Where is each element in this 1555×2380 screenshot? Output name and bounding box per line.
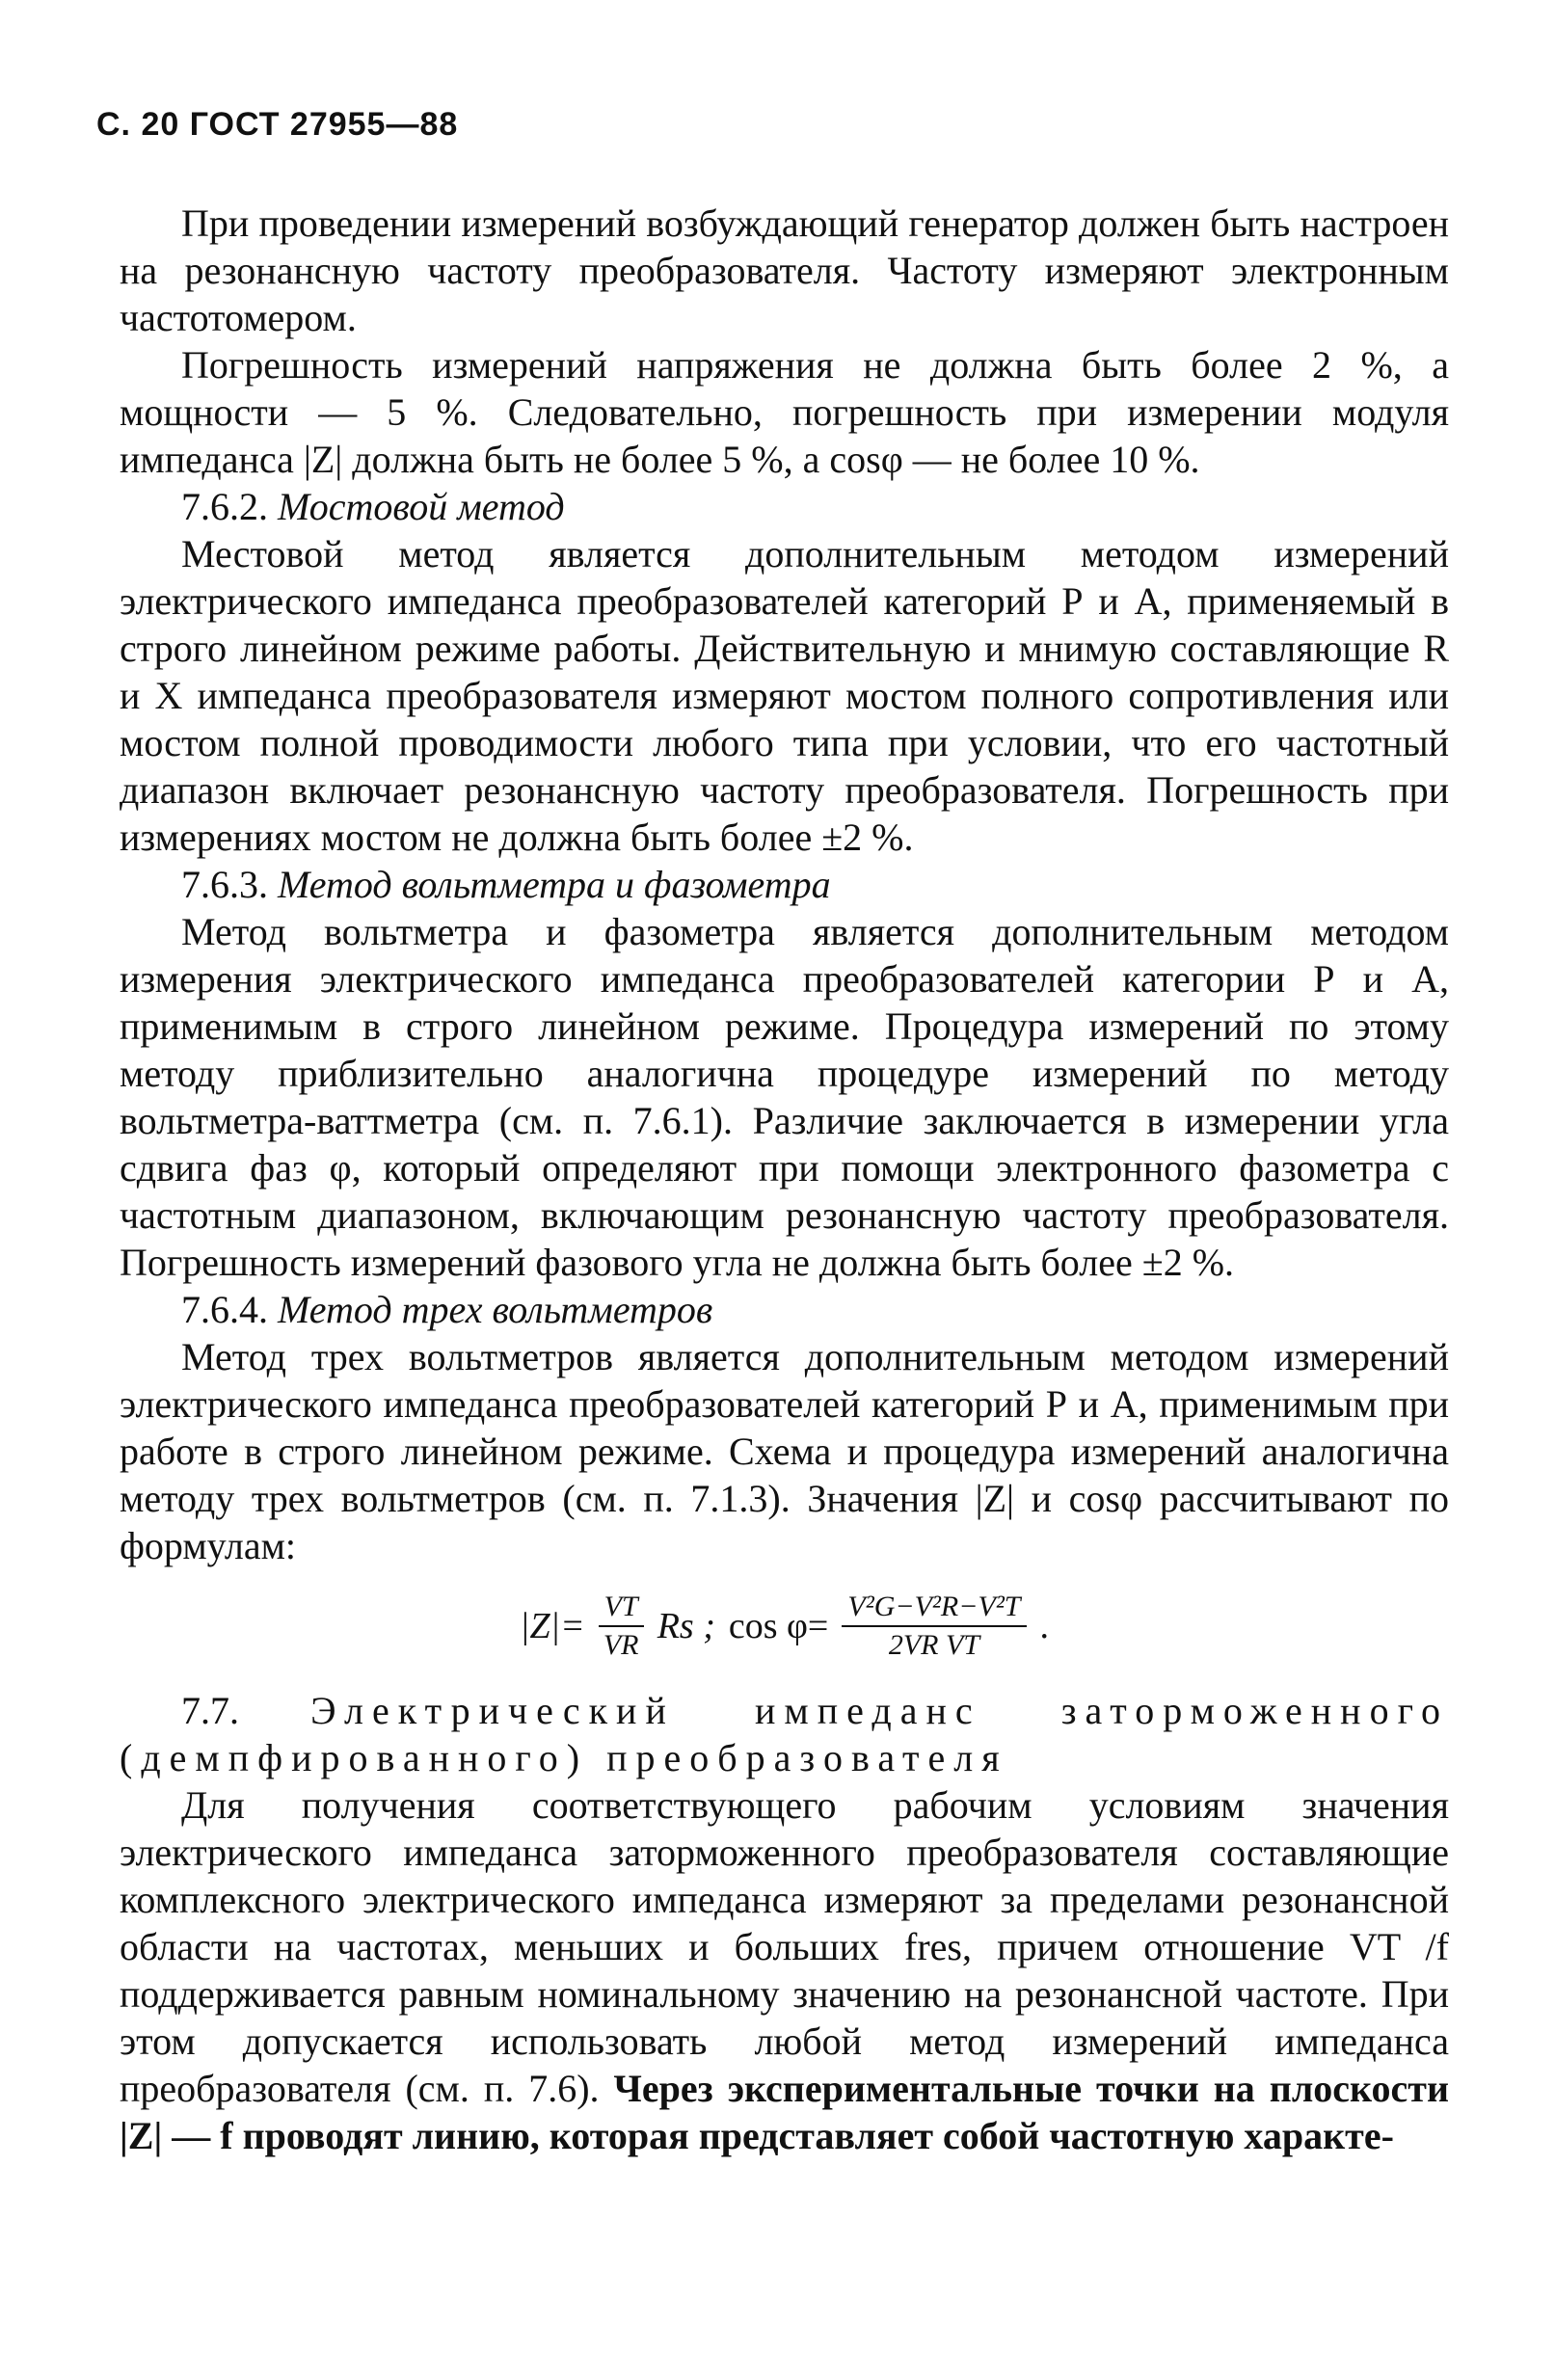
section-7-6-4-heading bbox=[120, 1286, 1449, 1333]
section-7-6-3-heading bbox=[120, 861, 1449, 908]
section-title: Мостовой метод bbox=[278, 485, 565, 528]
section-7-6-2-heading bbox=[120, 483, 1449, 530]
page-header: С. 20 ГОСТ 27955—88 bbox=[96, 106, 459, 143]
paragraph-voltmeter-phasemeter: Метод вольтметра и фазометра является дополнительным методом измерения электрического импеданса преобразователей категории Р и А, применимым в строго линейном режиме. Процедура измерений по этому методу приблизительно аналогична процедуре измерений по методу вольтметра-ваттметра (см. п. 7.6.1). Различие заключается в измерении угла сдвига фаз φ, который определяют при помощи электронного фазометра с частотным диапазоном, включающим резонансную частоту преобразователя. Погрешность измерений фазового угла не должна быть более ±2 %. bbox=[120, 910, 1449, 1284]
section-number: 7.6.3. bbox=[181, 863, 268, 906]
formula-rs: Rs ; bbox=[657, 1606, 715, 1646]
fraction-denominator: 2VR VT bbox=[888, 1629, 980, 1661]
formula-block bbox=[120, 1591, 1449, 1662]
section-number: 7.7. bbox=[181, 1689, 239, 1732]
section-title: Метод вольтметра и фазометра bbox=[278, 863, 831, 906]
paragraph-error: Погрешность измерений напряжения не должна быть более 2 %, а мощности — 5 %. Следовательно, погрешность при измерении модуля импеданса |Z| должна быть не более 5 %, а cosφ — не более 10 %. bbox=[120, 343, 1449, 481]
section-title: Электрический импеданс заторможенного (демпфированного) преобразователя bbox=[120, 1689, 1449, 1779]
section-number: 7.6.2. bbox=[181, 485, 268, 528]
formula-end: . bbox=[1039, 1606, 1049, 1646]
paragraph-bridge-method: Местовой метод является дополнительным методом измерений электрического импеданса преобразователей категорий Р и А, применяемый в строго линейном режиме работы. Действительную и мнимую составляющие R и X импеданса преобразователя измеряют мостом полного сопротивления или мостом полной проводимости любого типа при условии, что его частотный диапазон включает резонансную частоту преобразователя. Погрешность при измерениях мостом не должна быть более ±2 %. bbox=[120, 532, 1449, 859]
section-number: 7.6.4. bbox=[181, 1288, 268, 1331]
fraction-vt-vr bbox=[599, 1591, 644, 1662]
section-7-7-heading bbox=[120, 1687, 1449, 1781]
paragraph-three-voltmeters: Метод трех вольтметров является дополнительным методом измерений электрического импеданса преобразователей категорий Р и А, применимым при работе в строго линейном режиме. Схема и процедура измерений аналогична методу трех вольтметров (см. п. 7.1.3). Значения |Z| и cosφ рассчитывают по формулам: bbox=[120, 1335, 1449, 1567]
formula-z-lhs: |Z|= bbox=[520, 1606, 585, 1646]
fraction-numerator: VT bbox=[599, 1591, 644, 1627]
fraction-denominator: VR bbox=[603, 1629, 639, 1661]
fraction-numerator: V²G−V²R−V²T bbox=[842, 1591, 1026, 1627]
paragraph-text: Для получения соответствующего рабочим условиям значения электрического импеданса заторможенного преобразователя составляющие комплексного электрического импеданса измеряют за пределами резонансной области на частотах, меньших и больших fres, причем отношение VT /f поддерживается равным номинальному значению на резонансной частоте. При этом допускается использовать любой метод измерений импеданса преобразователя (см. п. 7.6). bbox=[120, 1783, 1449, 2110]
paragraph-damped-impedance bbox=[120, 1781, 1449, 2159]
paragraph-text-bold: Через экспериментальные точки на плоскости |Z| — f проводят линию, которая представляет собой частотную характе- bbox=[120, 2067, 1449, 2157]
fraction-cos bbox=[842, 1591, 1026, 1662]
section-title: Метод трех вольтметров bbox=[278, 1288, 713, 1331]
paragraph-generator: При проведении измерений возбуждающий генератор должен быть настроен на резонансную частоту преобразователя. Частоту измеряют электронным частотомером. bbox=[120, 201, 1449, 339]
document-body bbox=[96, 200, 1449, 2159]
formula-cos-lhs: cos φ= bbox=[728, 1606, 829, 1646]
